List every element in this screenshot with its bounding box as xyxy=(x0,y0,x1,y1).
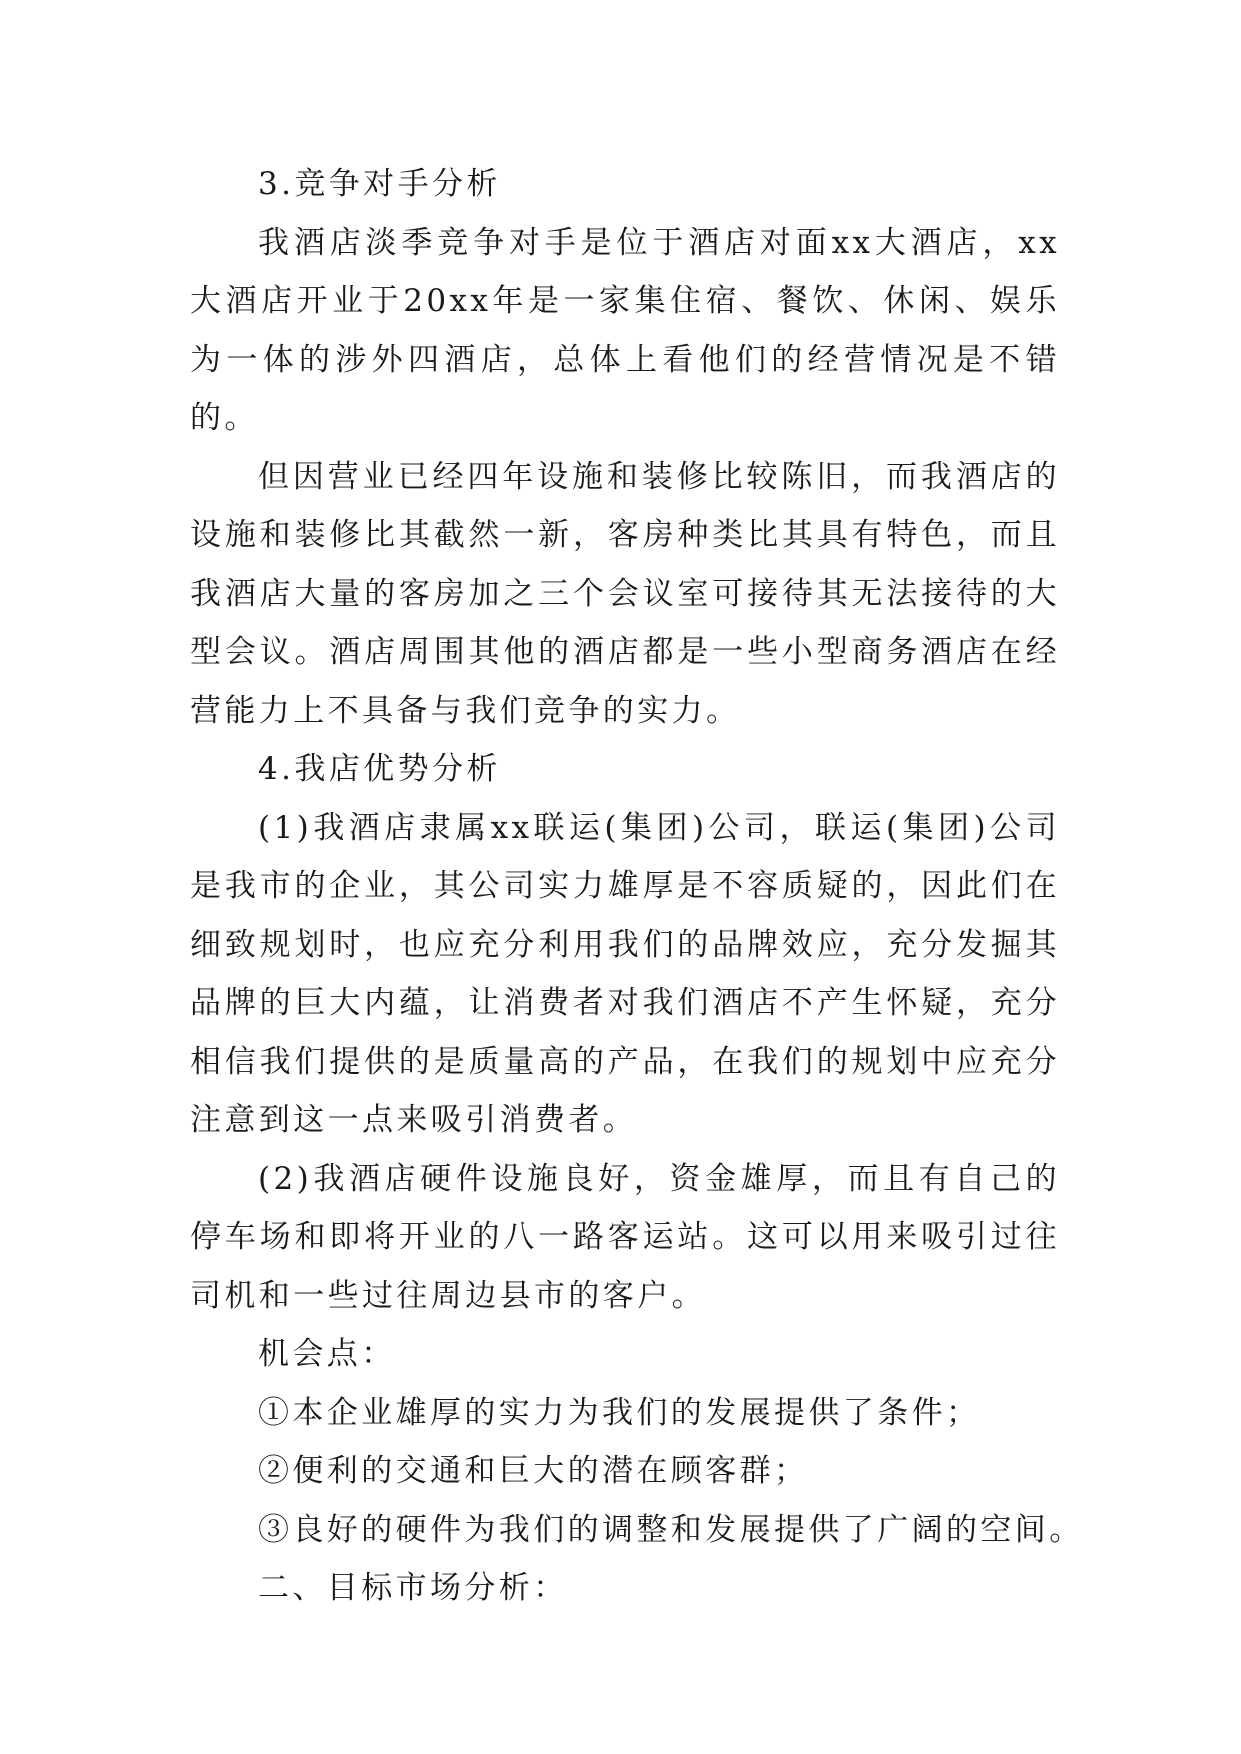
opportunity-item-3: ③良好的硬件为我们的调整和发展提供了广阔的空间。 xyxy=(258,1511,1084,1548)
document-body xyxy=(190,155,1084,1618)
paragraph-competitor-overview: 我酒店淡季竞争对手是位于酒店对面xx大酒店，xx大酒店开业于20xx年是一家集住宿、餐饮、休闲、娱乐为一体的涉外四酒店，总体上看他们的经营情况是不错的。 xyxy=(190,224,1060,436)
opportunity-item-1: ①本企业雄厚的实力为我们的发展提供了条件； xyxy=(258,1394,981,1431)
opportunities-heading: 机会点： xyxy=(258,1336,396,1372)
opportunity-item-2: ②便利的交通和巨大的潜在顾客群； xyxy=(258,1453,809,1489)
paragraph-advantage-1: (1)我酒店隶属xx联运(集团)公司，联运(集团)公司是我市的企业，其公司实力雄厚是不容质疑的，因此们在细致规划时，也应充分利用我们的品牌效应，充分发掘其品牌的巨大内蕴，让消费者对我们酒店不产生怀疑，充分相信我们提供的是质量高的产品，在我们的规划中应充分注意到这一点来吸引消费者。 xyxy=(190,809,1060,1138)
paragraph-advantage-2: (2)我酒店硬件设施良好，资金雄厚，而且有自己的停车场和即将开业的八一路客运站。这可以用来吸引过往司机和一些过往周边县市的客户。 xyxy=(190,1160,1060,1314)
section-heading-competitor-analysis: 3.竞争对手分析 xyxy=(258,166,501,202)
part-heading-target-market: 二、目标市场分析： xyxy=(258,1570,568,1606)
paragraph-competitor-comparison: 但因营业已经四年设施和装修比较陈旧，而我酒店的设施和装修比其截然一新，客房种类比其具有特色，而且我酒店大量的客房加之三个会议室可接待其无法接待的大型会议。酒店周围其他的酒店都是一些小型商务酒店在经营能力上不具备与我们竞争的实力。 xyxy=(190,458,1060,729)
section-heading-advantage-analysis: 4.我店优势分析 xyxy=(258,751,501,787)
